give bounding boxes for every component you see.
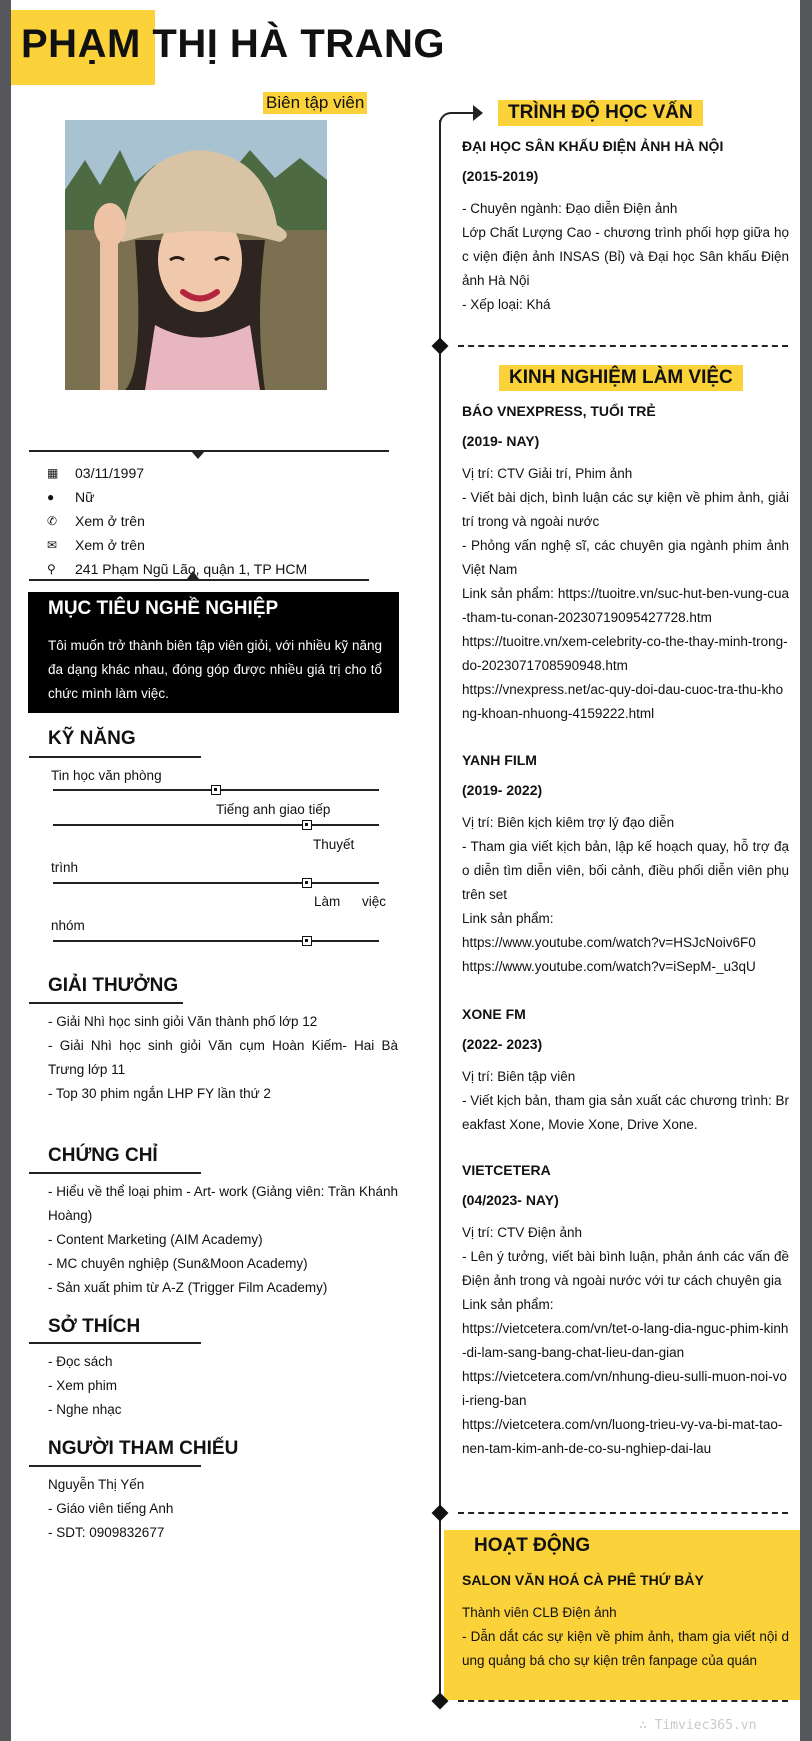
- job-company: XONE FM: [462, 1006, 526, 1022]
- certificates-title-underline: [29, 1172, 201, 1174]
- email-icon: ✉: [47, 538, 58, 552]
- activity-org: SALON VĂN HOÁ CÀ PHÊ THỨ BẢY: [462, 1572, 704, 1588]
- phone-row: [47, 513, 145, 529]
- award-item: - Giải Nhì học sinh giỏi Văn thành phố lớp 12: [48, 1014, 318, 1029]
- job-company: BÁO VNEXPRESS, TUỔI TRẺ: [462, 403, 656, 419]
- job-body: Vị trí: Biên kịch kiêm trợ lý đạo diễn - Tham gia viết kịch bản, lập kế hoạch quay, hỗ trợ đạo diễn tìm diễn viên, bối cảnh, điều phối diễn viên phụ trên set Link sản phẩm: https://www.youtube.com/watch?v=HSJcNoiv6F0 https://www.youtube.com/watch?v=iSepM-_u3qU: [462, 815, 789, 974]
- certificate-item: - Content Marketing (AIM Academy): [48, 1232, 263, 1247]
- job-company: VIETCETERA: [462, 1162, 551, 1178]
- reference-item: Nguyễn Thị Yến: [48, 1477, 145, 1492]
- education-period: (2015-2019): [462, 168, 539, 184]
- objective-title: MỤC TIÊU NGHỀ NGHIỆP: [48, 598, 279, 619]
- section-dashed-divider: [458, 1512, 788, 1514]
- certificate-item: - MC chuyên nghiệp (Sun&Moon Academy): [48, 1256, 308, 1271]
- objective-section: [28, 592, 399, 713]
- cv-page: [11, 0, 800, 1741]
- timeline-line: [439, 120, 441, 1702]
- birthdate-row: [47, 465, 144, 481]
- timeline-arrow-curve: [439, 112, 453, 126]
- profile-photo: [65, 120, 327, 390]
- skill-label-presentation-b: trình: [51, 860, 79, 875]
- certificate-item: - Hiểu về thể loại phim - Art- work (Giảng viên: Trần Khánh Hoàng): [48, 1184, 398, 1223]
- awards-title-underline: [29, 1002, 183, 1004]
- personal-divider-marker: [191, 451, 205, 459]
- certificates-list: [48, 1180, 398, 1300]
- job-period: (2019- 2022): [462, 782, 543, 798]
- certificates-title: CHỨNG CHỈ: [48, 1145, 158, 1166]
- phone-text: Xem ở trên: [75, 513, 145, 529]
- job-body: Vị trí: CTV Điện ảnh - Lên ý tưởng, viết bài bình luận, phản ánh các vấn đề Điện ảnh trong và ngoài nước với tư cách chuyên gia Link sản phẩm: https://vietcetera.com/vn/tet-o-lang-dia-nguc-phim-kinh-di-lam-sang-bang-chat-lieu-dan-gian https://vietcetera.com/vn/nhung-dieu-sulli-muon-noi-voi-rieng-ban https://vietcetera.com/vn/luong-trieu-vy-va-bi-mat-tao-nen-tam-kim-anh-de-co-su-nghiep-dai-lau: [462, 1225, 789, 1456]
- birthdate-text: 03/11/1997: [75, 465, 145, 481]
- job-period: (2022- 2023): [462, 1036, 543, 1052]
- reference-item: - Giáo viên tiếng Anh: [48, 1501, 174, 1516]
- job-body: Vị trí: Biên tập viên - Viết kịch bản, tham gia sản xuất các chương trình: Breakfast Xone, Movie Xone, Drive Xone.: [462, 1069, 789, 1132]
- reference-item: - SDT: 0909832677: [48, 1525, 165, 1540]
- skill-knob-teamwork[interactable]: [302, 936, 312, 946]
- skill-track-presentation: [53, 882, 379, 884]
- award-item: - Top 30 phim ngắn LHP FY lần thứ 2: [48, 1086, 271, 1101]
- job-period: (04/2023- NAY): [462, 1192, 559, 1208]
- section-dashed-divider: [458, 1700, 788, 1702]
- job-company: YANH FILM: [462, 752, 537, 768]
- address-divider-marker: [187, 571, 199, 579]
- personal-divider: [29, 450, 389, 452]
- timeline-arrow-icon: [473, 105, 483, 121]
- section-dashed-divider: [458, 345, 788, 347]
- skill-knob-office[interactable]: [211, 785, 221, 795]
- skill-label-english: Tiếng anh giao tiếp: [216, 802, 331, 817]
- skill-label-presentation-a: Thuyết: [313, 837, 355, 852]
- profile-photo-illustration: [65, 120, 327, 390]
- calendar-icon: ▦: [47, 466, 59, 480]
- gender-row: [47, 489, 94, 505]
- phone-icon: ✆: [47, 514, 58, 528]
- skill-knob-presentation[interactable]: [302, 878, 312, 888]
- email-text: Xem ở trên: [75, 537, 145, 553]
- experience-title: KINH NGHIỆM LÀM VIỆC: [499, 365, 743, 391]
- activity-body: Thành viên CLB Điện ảnh - Dẫn dắt các sự kiện về phim ảnh, tham gia viết nội dung quảng bá cho sự kiện trên fanpage của quán: [462, 1605, 789, 1668]
- job-period: (2019- NAY): [462, 433, 540, 449]
- skill-knob-english[interactable]: [302, 820, 312, 830]
- user-icon: ●: [47, 490, 55, 504]
- candidate-role: Biên tập viên: [263, 92, 367, 114]
- skills-title-underline: [29, 756, 201, 758]
- skill-label-office: Tin học văn phòng: [51, 768, 162, 783]
- timeline-diamond: [432, 1505, 449, 1522]
- education-school: ĐẠI HỌC SÂN KHẤU ĐIỆN ẢNH HÀ NỘI: [462, 138, 724, 154]
- timeline-arrow-line: [451, 112, 475, 114]
- hobby-item: - Đọc sách: [48, 1354, 113, 1369]
- address-text: 241 Phạm Ngũ Lão, quận 1, TP HCM: [75, 561, 308, 577]
- footer-brand: ∴ Timviec365.vn: [639, 1718, 757, 1733]
- award-item: - Giải Nhì học sinh giỏi Văn cụm Hoàn Kiếm- Hai Bà Trưng lớp 11: [48, 1038, 398, 1077]
- job-body: Vị trí: CTV Giải trí, Phim ảnh - Viết bài dịch, bình luận các sự kiện về phim ảnh, giải trí trong và ngoài nước - Phỏng vấn nghệ sĩ, các chuyên gia ngành phim ảnh Việt Nam Link sản phẩm: https://tuoitre.vn/suc-hut-ben-vung-cua-tham-tu-conan-20230719095427728.htm https://tuoitre.vn/xem-celebrity-co-the-thay-minh-trong-do-2023071708590948.htm https://vnexpress.net/ac-quy-doi-dau-cuoc-tra-thu-khong-khoan-nhuong-4159222.html: [462, 466, 789, 721]
- address-divider: [29, 579, 369, 581]
- skill-label-teamwork-b: nhóm: [51, 918, 85, 933]
- gender-text: Nữ: [75, 489, 95, 505]
- location-icon: ⚲: [47, 562, 56, 576]
- hobby-item: - Xem phim: [48, 1378, 118, 1393]
- awards-list: [48, 1010, 398, 1106]
- skill-track-teamwork: [53, 940, 379, 942]
- education-title: TRÌNH ĐỘ HỌC VẤN: [498, 100, 703, 126]
- skill-track-english: [53, 824, 379, 826]
- hobbies-title: SỞ THÍCH: [48, 1316, 141, 1337]
- email-row: [47, 537, 145, 553]
- address-row: [47, 561, 307, 577]
- candidate-name: PHẠM THỊ HÀ TRANG: [21, 22, 446, 66]
- hobby-item: - Nghe nhạc: [48, 1402, 122, 1417]
- education-body: - Chuyên ngành: Đạo diễn Điện ảnh Lớp Chất Lượng Cao - chương trình phối hợp giữa học viện điện ảnh INSAS (Bỉ) và Đại học Sân khấu Điện ảnh Hà Nội - Xếp loại: Khá: [462, 201, 789, 312]
- references-title-underline: [29, 1465, 201, 1467]
- skills-title: KỸ NĂNG: [48, 728, 136, 749]
- references-title: NGƯỜI THAM CHIẾU: [48, 1438, 239, 1459]
- hobbies-title-underline: [29, 1342, 201, 1344]
- certificate-item: - Sản xuất phim từ A-Z (Trigger Film Academy): [48, 1280, 328, 1295]
- skill-label-teamwork-a: Làm việc: [314, 894, 387, 909]
- references-list: [48, 1473, 398, 1545]
- timeline-diamond: [432, 338, 449, 355]
- awards-title: GIẢI THƯỞNG: [48, 975, 179, 996]
- objective-body: Tôi muốn trở thành biên tập viên giỏi, với nhiều kỹ năng đa dạng khác nhau, đóng góp được nhiều giá trị cho tổ chức mình làm việc.: [48, 638, 382, 701]
- hobbies-list: [48, 1350, 398, 1422]
- activities-title: HOẠT ĐỘNG: [474, 1535, 591, 1556]
